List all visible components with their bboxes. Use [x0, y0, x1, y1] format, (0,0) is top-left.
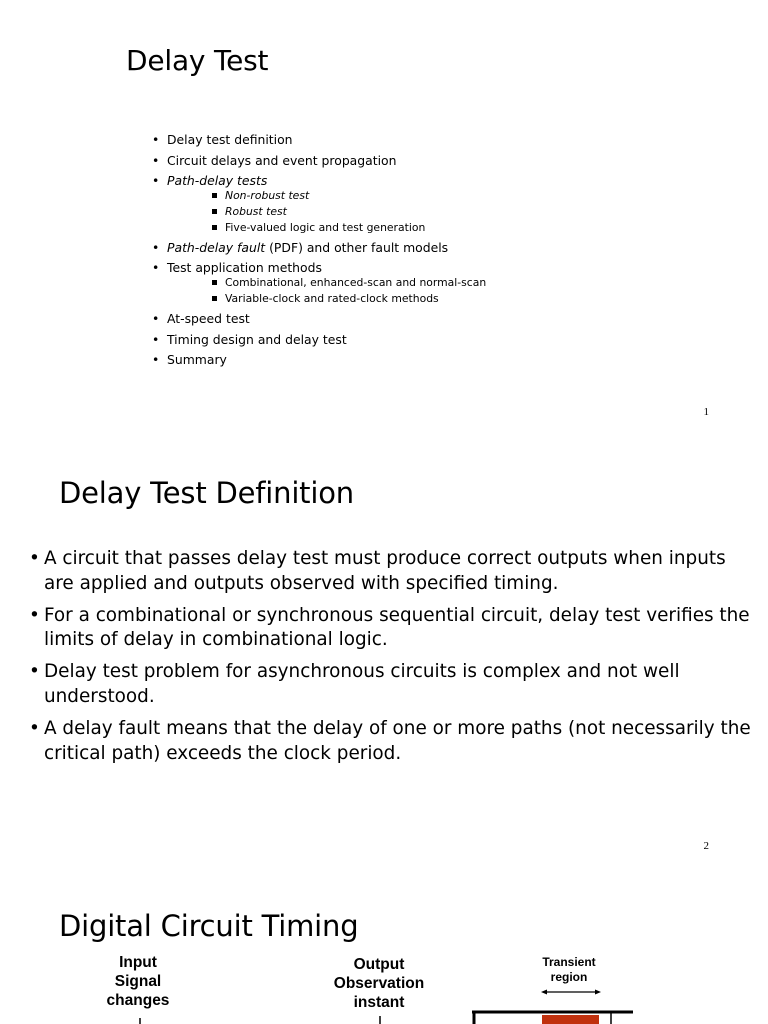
label-line: region: [550, 970, 588, 984]
agenda-subitem-text: Five-valued logic and test generation: [225, 220, 426, 234]
timing-diagram: [0, 866, 768, 1024]
agenda-subitem: [167, 204, 486, 220]
bullet-item: • Delay test problem for asynchronous circuits is complex and not well understood.: [29, 660, 755, 709]
transient-region-fill: [542, 1015, 599, 1024]
agenda-item: [152, 259, 486, 307]
agenda-item: [152, 172, 486, 235]
slide-title: Digital Circuit Timing: [59, 909, 359, 943]
page-number: 2: [703, 840, 709, 852]
agenda-item-text: Timing design and delay test: [167, 331, 347, 347]
agenda-item-text: Path-delay tests: [167, 173, 268, 188]
slide-3: [0, 866, 768, 1024]
agenda-list: [152, 131, 486, 372]
label-line: instant: [353, 994, 405, 1011]
agenda-subitem-text: Variable-clock and rated-clock methods: [225, 292, 439, 306]
label-line: Observation: [333, 975, 425, 992]
agenda-subitem-text: Robust test: [225, 204, 287, 218]
bullet-list: [29, 547, 755, 774]
agenda-subitem: [167, 275, 486, 291]
slide-title: Delay Test: [126, 44, 269, 77]
page-number: 1: [703, 406, 709, 418]
agenda-item: [152, 351, 486, 368]
agenda-item-text: Delay test definition: [167, 132, 293, 147]
agenda-item-text: Summary: [167, 352, 227, 368]
agenda-item: [152, 239, 486, 256]
agenda-item-italic: Path-delay fault: [167, 239, 266, 255]
agenda-sublist: [167, 275, 486, 307]
agenda-subitem-text: Non-robust test: [225, 189, 310, 202]
agenda-item: [152, 310, 486, 327]
label-line: Signal: [114, 973, 162, 990]
transient-arrow-right-head: [595, 990, 601, 995]
agenda-item-text: (PDF) and other fault models: [265, 239, 449, 255]
agenda-item-text: At-speed test: [167, 311, 250, 327]
slide-title: Delay Test Definition: [59, 476, 354, 510]
bullet-item: • A circuit that passes delay test must produce correct outputs when inputs are applied and outputs observed with specified timing.: [29, 547, 755, 596]
bullet-item: • For a combinational or synchronous sequential circuit, delay test verifies the limits of delay in combinational logic.: [29, 604, 755, 653]
agenda-item: [152, 331, 486, 348]
label-line: Output: [353, 956, 405, 973]
slide-1: [0, 0, 768, 433]
agenda-subitem: [167, 291, 486, 307]
agenda-sublist: [167, 188, 486, 235]
agenda-subitem-text: Combinational, enhanced-scan and normal-scan: [225, 276, 487, 290]
agenda-item: [152, 152, 486, 169]
agenda-item: [152, 131, 486, 148]
agenda-item-text: Circuit delays and event propagation: [167, 152, 397, 168]
label-line: Transient: [542, 955, 596, 969]
bullet-item: • A delay fault means that the delay of one or more paths (not necessarily the critical path) exceeds the clock period.: [29, 717, 755, 766]
label-line: changes: [106, 992, 170, 1009]
agenda-item-text: Test application methods: [167, 260, 322, 276]
label-line: Input: [119, 954, 157, 971]
slide-2: [0, 433, 768, 866]
agenda-subitem: [167, 188, 486, 204]
transient-arrow-left-head: [541, 990, 547, 995]
agenda-subitem: [167, 220, 486, 236]
